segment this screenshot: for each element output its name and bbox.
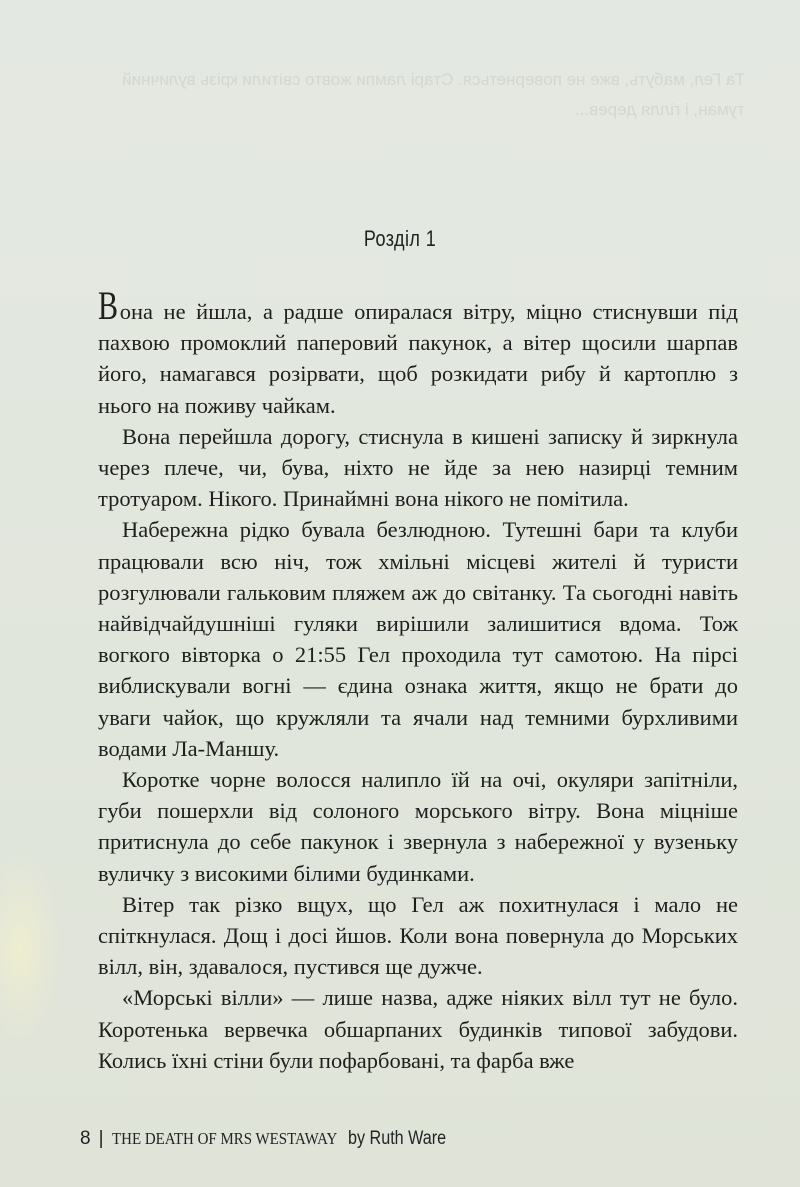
- paragraph: Коротке чорне волосся налипло їй на очі, окуляри запітніли, губи пошерхли від солоного морського вітру. Вона міцніше притиснула до себе пакунок і звернула з набережної у вузеньку вуличку з високими білими будинками.: [98, 767, 738, 886]
- show-through-text: Та Гел, мабуть, вже не повернеться. Старі лампи жовто світили крізь вуличний туман, і гілля дерев...: [122, 70, 745, 119]
- paragraph-text: она не йшла, а радше опиралася вітру, міцно стиснувши під пахвою промоклий паперовий пакунок, а вітер щосили шарпав його, намагався розірвати, щоб розкидати рибу й картоплю з нього на поживу чайкам.: [98, 299, 738, 418]
- page-number: 8: [80, 1128, 91, 1149]
- running-footer: [80, 1128, 463, 1150]
- author-name: by Ruth Ware: [347, 1128, 446, 1149]
- footer-separator: |: [98, 1128, 104, 1149]
- chapter-title: Розділ 1: [363, 226, 437, 251]
- drop-cap: В: [98, 283, 119, 328]
- chapter-body: [98, 283, 738, 1076]
- paragraph: Набережна рідко бувала безлюдною. Тутешні бари та клуби працювали всю ніч, тож хмільні місцеві жителі й туристи розгулювали гальковим пляжем аж до світанку. Та сьогодні навіть найвідчайдушніші гуляки вирішили залишитися вдома. Тож вогкого вівторка о 21:55 Гел проходила тут самотою. На пірсі виблискували вогні — єдина ознака життя, якщо не брати до уваги чайок, що кружляли та ячали над темними бурхливими водами Ла-Маншу.: [98, 517, 738, 761]
- paragraph: Вітер так різко вщух, що Гел аж похитнулася і мало не спіткнулася. Дощ і досі йшов. Коли вона повернула до Морських вілл, він, здавалося, пустився ще дужче.: [98, 891, 738, 980]
- paragraph: [98, 283, 738, 421]
- paragraph: Вона перейшла дорогу, стиснула в кишені записку й зиркнула через плече, чи, бува, ніхто не йде за нею назирці темним тротуаром. Нікого. Принаймні вона нікого не помітила.: [98, 423, 738, 512]
- paragraph: «Морські вілли» — лише назва, адже ніяких вілл тут не було. Коротенька вервечка обшарпаних будинків типової забудови. Колись їхні стіни були пофарбовані, та фарба вже: [98, 985, 738, 1073]
- book-title: THE DEATH OF MRS WESTAWAY: [111, 1129, 337, 1148]
